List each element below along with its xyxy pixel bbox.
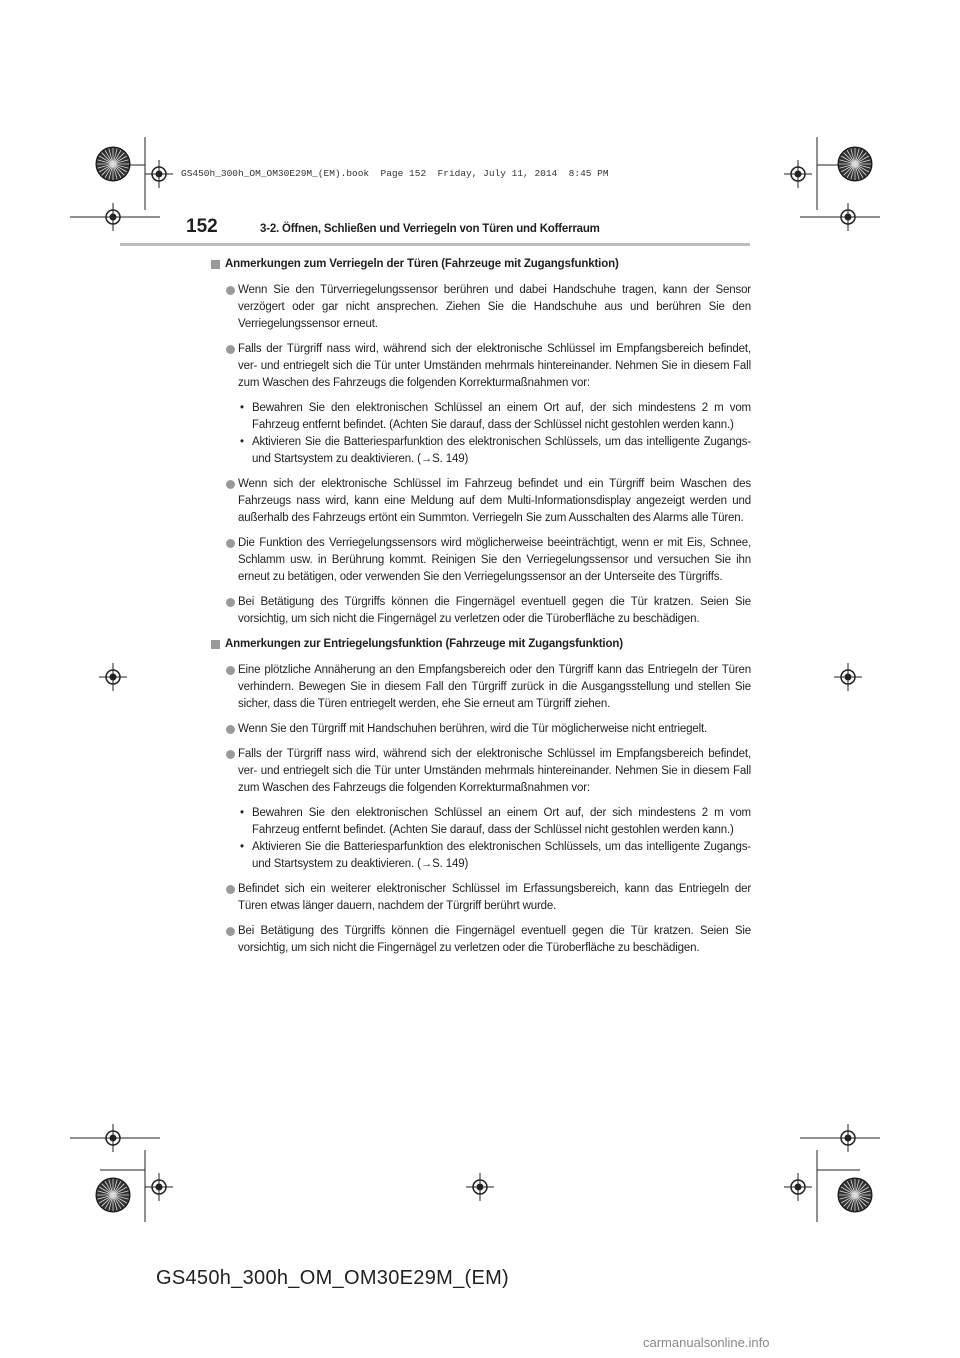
bullet-text: Falls der Türgriff nass wird, während sich der elektronische Schlüssel im Empfangsbereich befindet, ver- und entriegelt sich die Tür unter Umständen mehrmals hintereinander. Nehmen Sie in diesem Fall zum Waschen des Fahrzeugs die folgenden Korrekturmaßnahmen vor: (238, 748, 751, 794)
round-bullet-icon (226, 666, 235, 675)
sub-bullet-icon: • (240, 807, 244, 819)
crosshair-mark-icon (834, 663, 862, 691)
bullet-paragraph (211, 662, 751, 713)
crosshair-mark-icon (834, 203, 862, 231)
page-number: 152 (186, 216, 218, 237)
footer-code: GS450h_300h_OM_OM30E29M_(EM) (156, 1267, 510, 1289)
crosshair-mark-icon (834, 1124, 862, 1152)
sub-item-text: Bewahren Sie den elektronischen Schlüssel an einem Ort auf, der sich mindestens 2 m vom Fahrzeug entfernt befindet. (Achten Sie darauf, dass der Schlüssel nicht gestohlen werden kann.) (252, 807, 751, 836)
round-bullet-icon (226, 345, 235, 354)
sub-bullet-icon: • (240, 436, 244, 448)
bullet-text: Falls der Türgriff nass wird, während sich der elektronische Schlüssel im Empfangsbereich befindet, ver- und entriegelt sich die Tür unter Umständen mehrmals hintereinander. Nehmen Sie in diesem Fall zum Waschen des Fahrzeugs die folgenden Korrekturmaßnahmen vor: (238, 343, 751, 389)
bullet-paragraph (211, 721, 751, 738)
registration-target-icon (96, 1178, 130, 1212)
bullet-text: Die Funktion des Verriegelungssensors wird möglicherweise beeinträchtigt, wenn er mit Eis, Schnee, Schlamm usw. in Berührung kommt. Reinigen Sie den Verriegelungssensor und versuchen Sie ihn erneut zu betätigen, oder verwenden Sie den Verriegelungssensor an der Unterseite des Türgriffs. (238, 537, 751, 583)
section-heading-text: Anmerkungen zum Verriegeln der Türen (Fahrzeuge mit Zugangsfunktion) (225, 258, 619, 270)
bullet-paragraph (211, 282, 751, 333)
bullet-text: Befindet sich ein weiterer elektronischer Schlüssel im Erfassungsbereich, kann das Entriegeln der Türen etwas länger dauern, nachdem der Türgriff berührt wurde. (238, 883, 751, 912)
section-title: 3-2. Öffnen, Schließen und Verriegeln von Türen und Kofferraum (260, 223, 600, 235)
round-bullet-icon (226, 598, 235, 607)
bullet-text: Bei Betätigung des Türgriffs können die Fingernägel eventuell gegen die Tür kratzen. Seien Sie vorsichtig, um sich nicht die Fingernägel zu verletzen oder die Türoberfläche zu beschädigen. (238, 596, 751, 625)
round-bullet-icon (226, 725, 235, 734)
square-bullet-icon (211, 260, 220, 269)
registration-target-icon (838, 147, 872, 181)
sub-list (211, 400, 751, 468)
bullet-paragraph (211, 476, 751, 527)
bullet-text: Wenn sich der elektronische Schlüssel im Fahrzeug befindet und ein Türgriff beim Waschen des Fahrzeugs nass wird, kann eine Meldung auf dem Multi-Informationsdisplay angezeigt werden und außerhalb des Fahrzeugs ertönt ein Summton. Verriegeln Sie zum Ausschalten des Alarms alle Türen. (238, 478, 751, 524)
round-bullet-icon (226, 885, 235, 894)
watermark: carmanualsonline.info (643, 1335, 770, 1350)
sub-item-text: Bewahren Sie den elektronischen Schlüssel an einem Ort auf, der sich mindestens 2 m vom Fahrzeug entfernt befindet. (Achten Sie darauf, dass der Schlüssel nicht gestohlen werden kann.) (252, 402, 751, 431)
crosshair-mark-icon (466, 1173, 494, 1201)
round-bullet-icon (226, 927, 235, 936)
round-bullet-icon (226, 286, 235, 295)
bullet-paragraph (211, 923, 751, 957)
bullet-text: Bei Betätigung des Türgriffs können die Fingernägel eventuell gegen die Tür kratzen. Seien Sie vorsichtig, um sich nicht die Fingernägel zu verletzen oder die Türoberfläche zu beschädigen. (238, 925, 751, 954)
sub-list-item (211, 839, 751, 873)
bullet-text: Wenn Sie den Türgriff mit Handschuhen berühren, wird die Tür möglicherweise nicht entriegelt. (238, 723, 708, 735)
round-bullet-icon (226, 750, 235, 759)
sub-item-text: Aktivieren Sie die Batteriesparfunktion des elektronischen Schlüssels, um das intelligente Zugangs- und Startsystem zu deaktivieren. (→S. 149) (252, 841, 751, 870)
registration-target-icon (96, 147, 130, 181)
round-bullet-icon (226, 480, 235, 489)
crosshair-mark-icon (145, 1173, 173, 1201)
sub-item-text: Aktivieren Sie die Batteriesparfunktion des elektronischen Schlüssels, um das intelligente Zugangs- und Startsystem zu deaktivieren. (→S. 149) (252, 436, 751, 465)
square-bullet-icon (211, 640, 220, 649)
sub-bullet-icon: • (240, 841, 244, 853)
crosshair-mark-icon (99, 663, 127, 691)
header-rule (120, 243, 750, 246)
crosshair-mark-icon (784, 1173, 812, 1201)
crosshair-mark-icon (99, 1124, 127, 1152)
sub-list-item (211, 400, 751, 434)
bullet-paragraph (211, 535, 751, 586)
bullet-text: Eine plötzliche Annäherung an den Empfangsbereich oder den Türgriff kann das Entriegeln der Türen verhindern. Bewegen Sie in diesem Fall den Türgriff zurück in die Ausgangsstellung und stellen Sie sicher, dass die Türen entriegelt werden, ehe Sie erneut am Türgriff ziehen. (238, 664, 751, 710)
section-heading (211, 256, 751, 273)
section-heading (211, 636, 751, 653)
registration-target-icon (838, 1178, 872, 1212)
sub-list (211, 805, 751, 873)
sub-list-item (211, 434, 751, 468)
section-heading-text: Anmerkungen zur Entriegelungsfunktion (Fahrzeuge mit Zugangsfunktion) (225, 638, 623, 650)
crosshair-mark-icon (99, 203, 127, 231)
bullet-text: Wenn Sie den Türverriegelungssensor berühren und dabei Handschuhe tragen, kann der Sensor verzögert oder gar nicht ansprechen. Ziehen Sie die Handschuhe aus und berühren Sie den Verriegelungssensor erneut. (238, 284, 751, 330)
bullet-paragraph (211, 746, 751, 873)
round-bullet-icon (226, 539, 235, 548)
page-content (211, 256, 751, 965)
sub-list-item (211, 805, 751, 839)
book-info-line: GS450h_300h_OM_OM30E29M_(EM).book Page 152 Friday, July 11, 2014 8:45 PM (181, 168, 609, 179)
crosshair-mark-icon (784, 160, 812, 188)
crosshair-mark-icon (145, 160, 173, 188)
sub-bullet-icon: • (240, 402, 244, 414)
bullet-paragraph (211, 594, 751, 628)
bullet-paragraph (211, 341, 751, 468)
bullet-paragraph (211, 881, 751, 915)
